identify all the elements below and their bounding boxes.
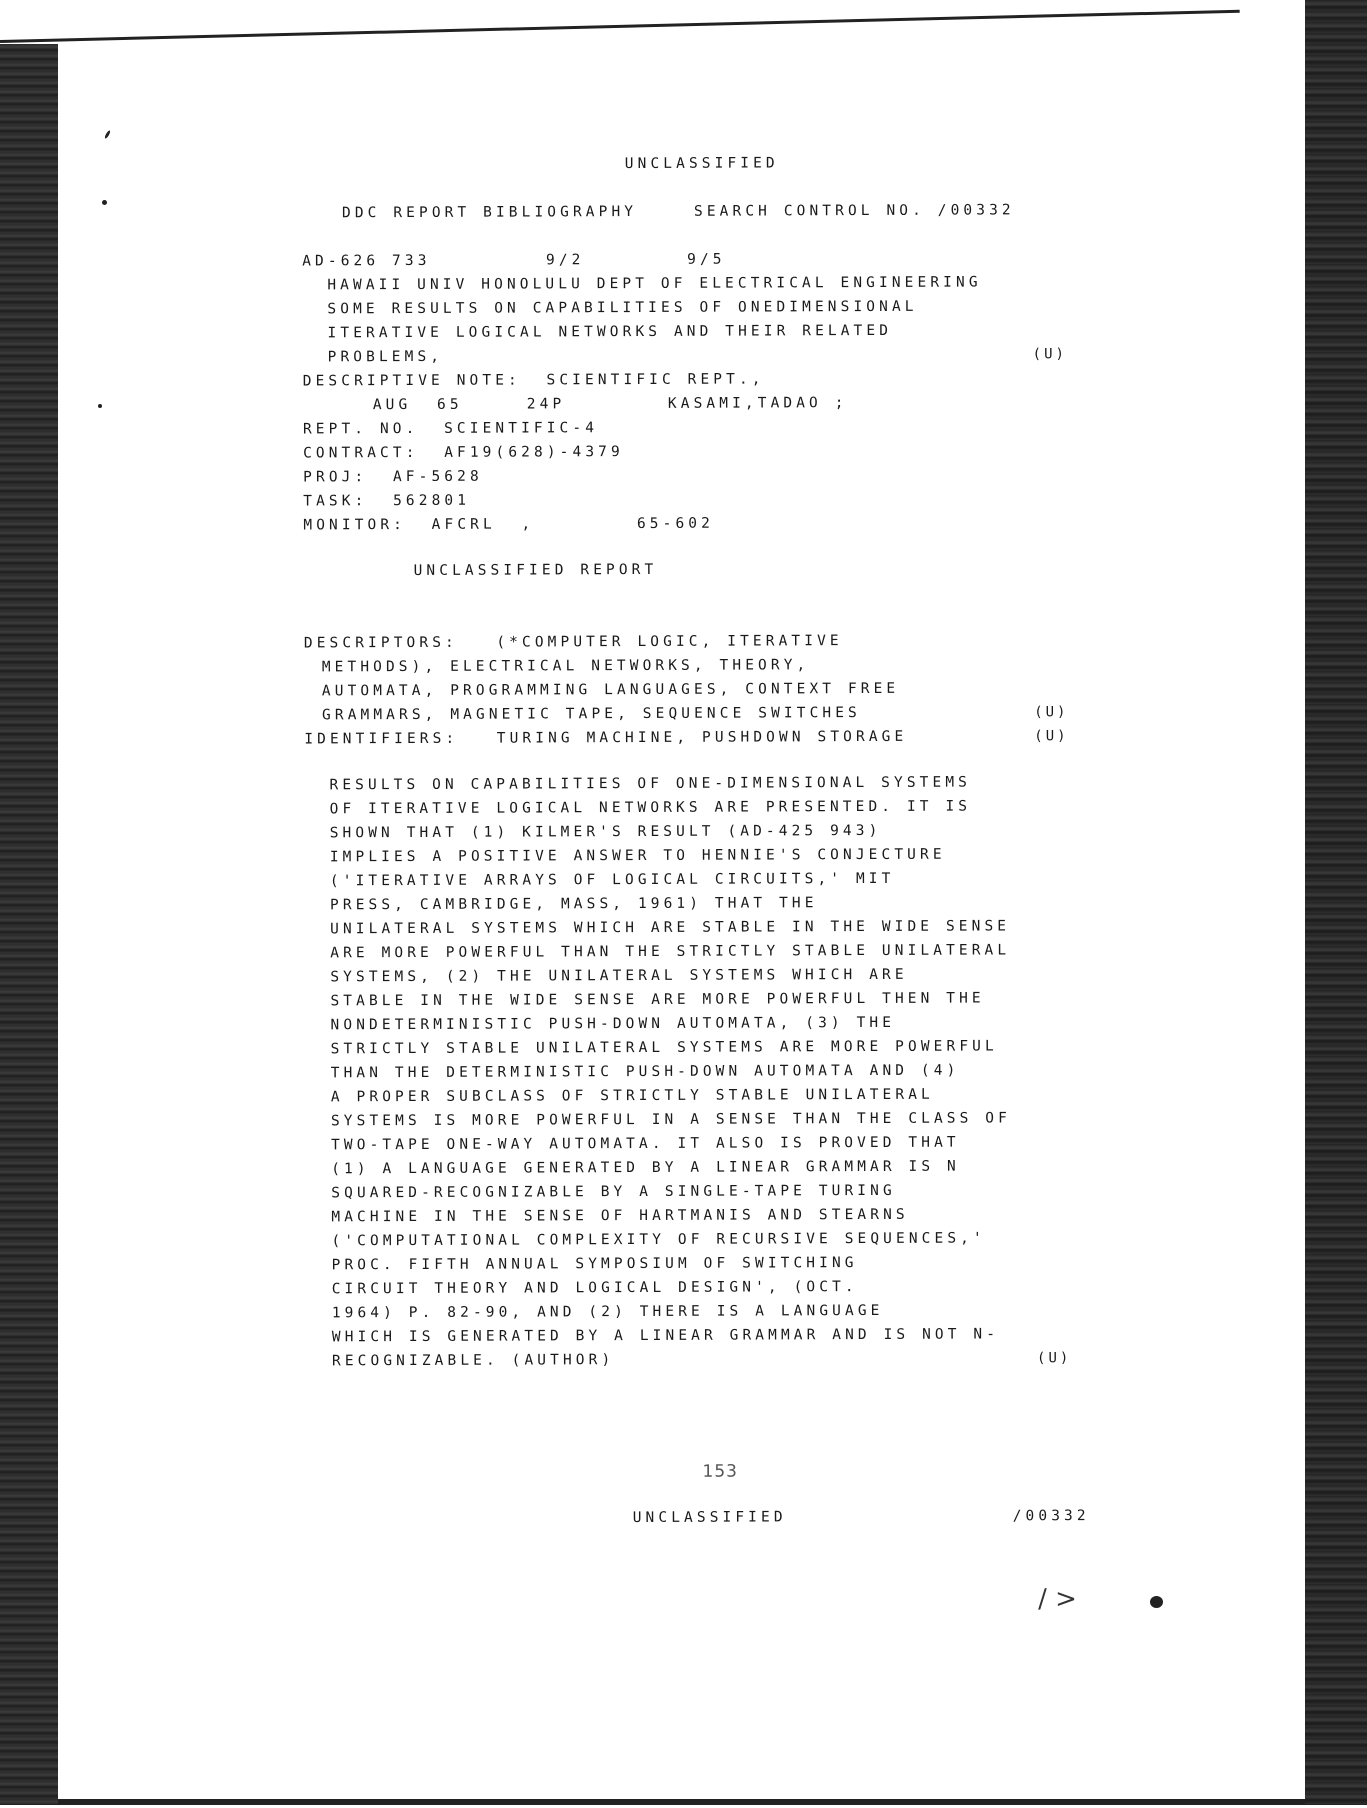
report-number: REPT. NO. SCIENTIFIC-4 [302,420,599,438]
abstract-line: (1) A LANGUAGE GENERATED BY A LINEAR GRAMMAR IS N [331,1158,960,1178]
search-control-number: SEARCH CONTROL NO. /00332 [693,202,1015,220]
abstract-line: PROC. FIFTH ANNUAL SYMPOSIUM OF SWITCHING [331,1255,858,1274]
bibliography-title: DDC REPORT BIBLIOGRAPHY [341,204,638,222]
ad-number-line: AD-626 733 9/2 9/5 [302,251,726,270]
abstract-line: STABLE IN THE WIDE SENSE ARE MORE POWERFUL THEN THE [330,990,985,1010]
abstract-line: 1964) P. 82-90, AND (2) THERE IS A LANGUAGE [331,1302,884,1322]
abstract-line: SHOWN THAT (1) KILMER'S RESULT (AD-425 943) [329,822,882,842]
descriptors-line: GRAMMARS, MAGNETIC TAPE, SEQUENCE SWITCHES [309,705,861,724]
abstract-line: SYSTEMS IS MORE POWERFUL IN A SENSE THAN THE CLASS OF [330,1110,1011,1130]
task-number: TASK: 562801 [303,492,471,510]
abstract-line: RECOGNIZABLE. (AUTHOR) [331,1352,615,1370]
footer-classification: UNCLASSIFIED [632,1509,787,1527]
abstract-line: NONDETERMINISTIC PUSH-DOWN AUTOMATA, (3) THE [330,1014,896,1034]
abstract-line: UNILATERAL SYSTEMS WHICH ARE STABLE IN THE WIDE SENSE [330,918,1011,938]
descriptors-line: DESCRIPTORS: (*COMPUTER LOGIC, ITERATIVE [303,633,843,652]
header-classification: UNCLASSIFIED [624,155,779,173]
abstract-line: SQUARED-RECOGNIZABLE BY A SINGLE-TAPE TURING [331,1182,896,1202]
descriptors-marking: (U) [1034,704,1069,721]
abstract-line: RESULTS ON CAPABILITIES OF ONE-DIMENSIONAL SYSTEMS [329,774,972,794]
page-number: 153 [702,1461,738,1482]
report-classification: UNCLASSIFIED REPORT [413,561,658,579]
report-title-line: ITERATIVE LOGICAL NETWORKS AND THEIR RELATED [327,322,893,342]
abstract-line: ARE MORE POWERFUL THAN THE STRICTLY STABLE UNILATERAL [330,942,1011,962]
report-title-line: PROBLEMS, [327,348,444,366]
abstract-line: TWO-TAPE ONE-WAY AUTOMATA. IT ALSO IS PROVED THAT [331,1134,960,1154]
corporate-source: HAWAII UNIV HONOLULU DEPT OF ELECTRICAL ENGINEERING [327,274,982,294]
abstract-line: CIRCUIT THEORY AND LOGICAL DESIGN', (OCT. [331,1279,858,1298]
title-marking: (U) [1032,346,1067,363]
abstract-line: WHICH IS GENERATED BY A LINEAR GRAMMAR AND IS NOT N- [331,1326,1000,1346]
abstract-line: ('COMPUTATIONAL COMPLEXITY OF RECURSIVE SEQUENCES,' [331,1230,986,1250]
abstract-line: SYSTEMS, (2) THE UNILATERAL SYSTEMS WHICH ARE [330,966,908,986]
abstract-line: IMPLIES A POSITIVE ANSWER TO HENNIE'S CONJECTURE [329,846,946,866]
handwritten-mark: / > [1037,1584,1077,1615]
identifiers-marking: (U) [1034,728,1069,745]
abstract-line: OF ITERATIVE LOGICAL NETWORKS ARE PRESENTED. IT IS [329,798,972,818]
descriptive-note: DESCRIPTIVE NOTE: SCIENTIFIC REPT., [302,371,765,390]
abstract-line: THAN THE DETERMINISTIC PUSH-DOWN AUTOMATA AND (4) [330,1062,960,1082]
date-pages-author: AUG 65 24P KASAMI,TADAO ; [372,395,848,414]
identifiers-line: IDENTIFIERS: TURING MACHINE, PUSHDOWN STORAGE [304,728,908,748]
contract-number: CONTRACT: AF19(628)-4379 [303,444,624,462]
abstract-line: ('ITERATIVE ARRAYS OF LOGICAL CIRCUITS,' MIT [329,870,895,890]
footer-control-number: /00332 [1012,1508,1090,1525]
descriptors-line: AUTOMATA, PROGRAMMING LANGUAGES, CONTEXT FREE [309,680,900,700]
descriptors-line: METHODS), ELECTRICAL NETWORKS, THEORY, [308,657,810,676]
abstract-line: MACHINE IN THE SENSE OF HARTMANIS AND STEARNS [331,1206,909,1226]
report-title-line: SOME RESULTS ON CAPABILITIES OF ONEDIMENSIONAL [327,298,918,318]
abstract-line: PRESS, CAMBRIDGE, MASS, 1961) THAT THE [329,895,818,914]
monitor: MONITOR: AFCRL , 65-602 [303,515,714,534]
abstract-line: A PROPER SUBCLASS OF STRICTLY STABLE UNILATERAL [330,1086,934,1106]
abstract-line: STRICTLY STABLE UNILATERAL SYSTEMS ARE MORE POWERFUL [330,1038,998,1058]
abstract-marking: (U) [1036,1350,1072,1367]
project-number: PROJ: AF-5628 [303,468,483,486]
